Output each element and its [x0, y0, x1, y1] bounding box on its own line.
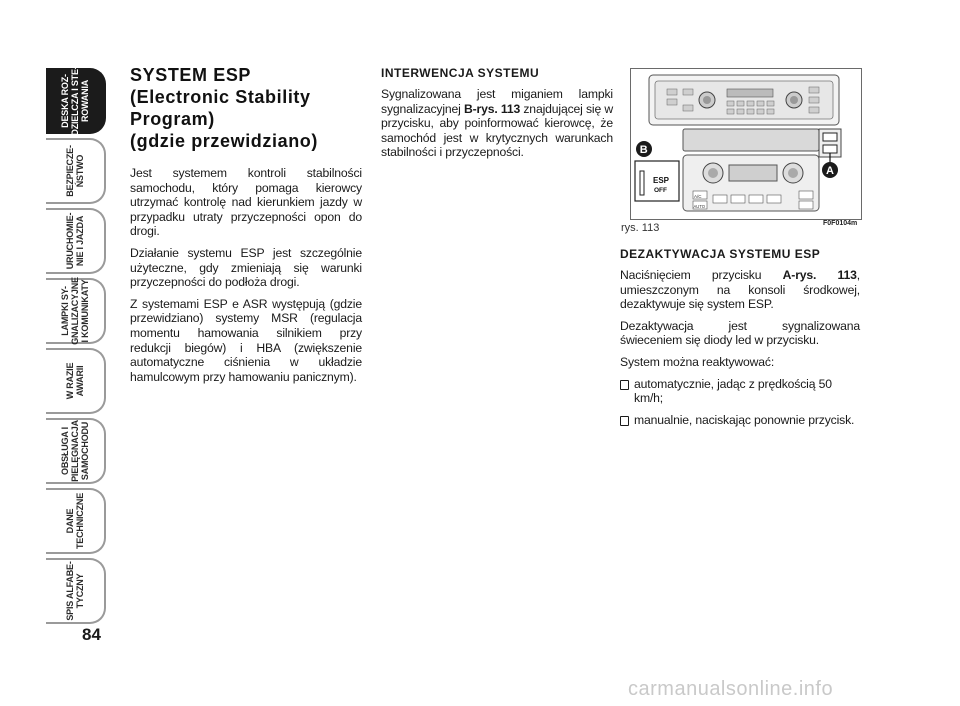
tab-spis-alfabetyczny[interactable]	[46, 558, 106, 624]
title-line: (Electronic Stability	[130, 87, 311, 107]
off-label: OFF	[654, 187, 667, 194]
reactivation-list	[620, 377, 860, 428]
tab-bezpieczenstwo[interactable]	[46, 138, 106, 204]
title-line: Program)	[130, 109, 215, 129]
deactivation-paragraph	[620, 268, 860, 312]
list-item-text: manualnie, naciskając ponownie przycisk.	[634, 412, 855, 427]
paragraph: Działanie systemu ESP jest szczególnie użyteczne, gdy zmieniają się warunki przyczepności do podłoża drogi.	[130, 245, 362, 290]
tab-label: LAMPKI SY- GNALIZACYJNE I KOMUNIKATY	[60, 277, 90, 345]
figure-caption: rys. 113	[621, 222, 660, 234]
list-item-text: automatycznie, jadąc z prędkością 50 km/h;	[634, 376, 832, 406]
tab-dane-techniczne[interactable]	[46, 488, 106, 554]
text: Naciśnięciem przycisku	[620, 268, 783, 282]
tab-obsluga[interactable]	[46, 418, 106, 484]
text: znajdującej się w przycisku, aby poinformować kierowcę, że samochód jest w krytycznych warunkach stabilności i przyczepności.	[381, 101, 613, 160]
intervention-heading: INTERWENCJA SYSTEMU	[381, 66, 540, 80]
tab-label: OBSŁUGA I PIELĘGNACJA SAMOCHODU	[60, 420, 90, 482]
title-line: (gdzie przewidziano)	[130, 131, 319, 151]
tab-lampki[interactable]	[46, 278, 106, 344]
section-title	[130, 64, 362, 152]
esp-label: ESP	[653, 176, 670, 185]
tab-label: BEZPIECZE- ŃSTWO	[65, 145, 85, 197]
paragraph: Jest systemem kontroli stabilności samochodu, który pomaga kierowcy utrzymać kontrolę nad kierunkiem jazdy w przypadku utraty przyczepności opon do drogi.	[130, 166, 362, 239]
tab-label: URUCHOMIE- NIE I JAZDA	[65, 212, 85, 270]
ac-label: A/C	[694, 194, 702, 199]
callout-b-label: B	[639, 144, 648, 156]
tab-label: DANE TECHNICZNE	[65, 493, 85, 549]
callout-a-label: A	[826, 165, 834, 177]
deactivation-heading: DEZAKTYWACJA SYSTEMU ESP	[620, 247, 821, 261]
tab-uruchomienie[interactable]	[46, 208, 106, 274]
checkbox-bullet-icon	[620, 380, 629, 390]
figure-reference: A-rys. 113	[782, 268, 857, 282]
figure-reference: B-rys. 113	[463, 101, 521, 116]
paragraph: Dezaktywacja jest sygnalizowana świeceniem się diody led w przycisku.	[620, 318, 860, 348]
column-deactivation	[620, 247, 860, 434]
chapter-tabs	[46, 68, 108, 628]
title-line: SYSTEM ESP	[130, 65, 252, 85]
tab-w-razie-awarii[interactable]	[46, 348, 106, 414]
intervention-paragraph	[381, 87, 613, 160]
auto-label: AUTO	[693, 204, 706, 209]
watermark: carmanualsonline.info	[628, 678, 834, 700]
text: , umieszczonym na konsoli środkowej, dezaktywuje się system ESP.	[620, 268, 861, 312]
paragraph: System można reaktywować:	[620, 354, 775, 369]
paragraph: Z systemami ESP e ASR występują (gdzie przewidziano) systemy MSR (regulacja momentu hamowania silnikiem przy redukcji biegów) i HBA (zwiększenie automatyczne ciśnienia w układzie hamulcowym przy hamowaniu panicznym).	[130, 296, 362, 384]
column-esp-intro	[130, 64, 362, 391]
list-item	[620, 377, 860, 406]
tab-deska-rozdzielcza[interactable]	[46, 68, 106, 134]
page-number: 84	[82, 625, 101, 644]
list-item	[620, 413, 860, 428]
checkbox-bullet-icon	[620, 416, 629, 426]
tab-label: W RAZIE AWARII	[65, 362, 85, 400]
tab-label: DESKA ROZ- DZIELCZA I STE- ROWANIA	[60, 66, 90, 136]
text: Sygnalizowana jest miganiem lampki sygnalizacyjnej	[381, 87, 613, 116]
column-intervention	[381, 66, 613, 167]
figure-code: F0F0104m	[823, 220, 858, 227]
figure-console-esp-button	[630, 68, 862, 220]
console-illustration	[631, 69, 861, 219]
tab-label: SPIS ALFABE- TYCZNY	[65, 561, 85, 621]
